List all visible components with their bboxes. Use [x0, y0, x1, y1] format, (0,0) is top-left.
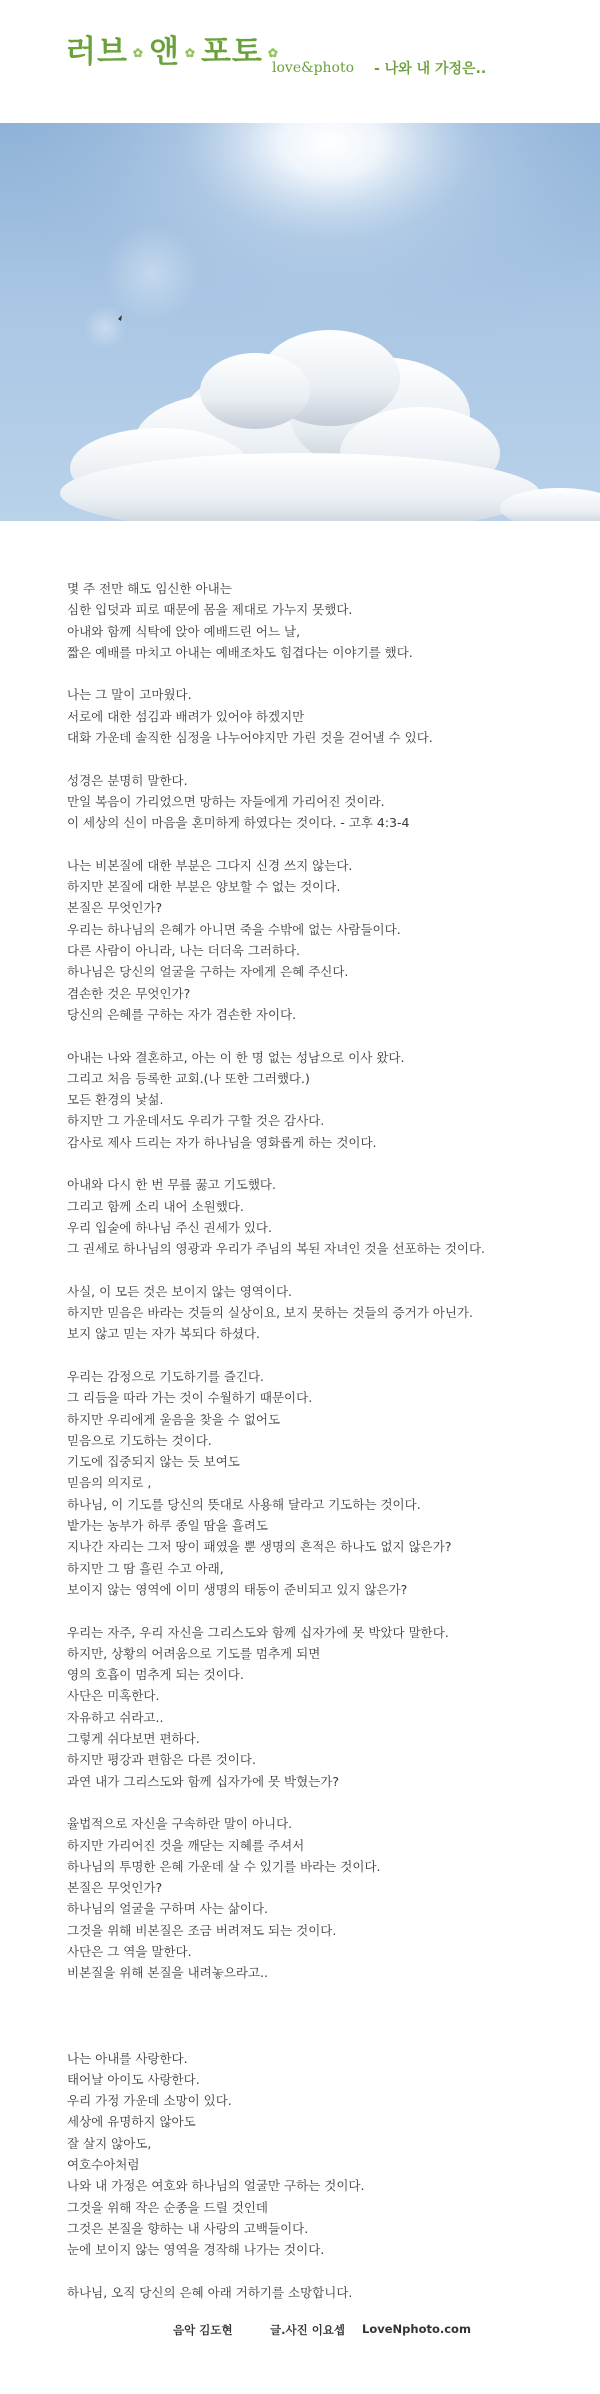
site-header — [0, 0, 600, 123]
poem-line: 잘 살지 않아도, — [67, 2135, 152, 2151]
poem-line: 하지만 그 가운데서도 우리가 구할 것은 감사다. — [67, 1113, 325, 1129]
poem-line: 본질은 무엇인가? — [67, 900, 163, 916]
poem-line: 하나님, 오직 당신의 은혜 아래 거하기를 소망합니다. — [67, 2284, 353, 2300]
poem-body — [67, 578, 567, 2324]
poem-line: 대화 가운데 솔직한 심정을 나누어야지만 가린 것을 걷어낼 수 있다. — [67, 730, 433, 746]
poem-stanza — [67, 578, 567, 663]
poem-line: 하지만 우리에게 울음을 찾을 수 없어도 — [67, 1411, 281, 1427]
poem-line: 하지만 믿음은 바라는 것들의 실상이요, 보지 못하는 것들의 증거가 아닌가. — [67, 1305, 473, 1321]
poem-stanza — [67, 1622, 567, 1792]
poem-stanza — [67, 684, 567, 748]
poem-line: 우리는 감정으로 기도하기를 즐긴다. — [67, 1368, 265, 1384]
poem-line: 하나님은 당신의 얼굴을 구하는 자에게 은혜 주신다. — [67, 964, 349, 980]
poem-line: 서로에 대한 섬김과 배려가 있어야 하겠지만 — [67, 708, 305, 724]
flower-icon: ✿ — [184, 45, 196, 60]
poem-line: 만일 복음이 가리었으면 망하는 자들에게 가리어진 것이라. — [67, 793, 385, 809]
logo-text-and: 앤 — [148, 34, 180, 70]
logo-text-photo: 포토 — [200, 34, 263, 70]
flower-icon: ✿ — [267, 45, 279, 60]
poem-line: 아내와 함께 식탁에 앉아 예배드린 어느 날, — [67, 623, 301, 639]
poem-line: 하지만 평강과 편함은 다른 것이다. — [67, 1752, 256, 1768]
poem-line: 그렇게 쉬다보면 편하다. — [67, 1731, 200, 1747]
lens-flare — [104, 225, 200, 321]
poem-line: 하지만, 상황의 어려움으로 기도를 멈추게 되면 — [67, 1645, 321, 1661]
site-link[interactable]: LoveNphoto.com — [362, 2322, 471, 2336]
poem-line: 나는 아내를 사랑한다. — [67, 2050, 188, 2066]
poem-line: 그것을 위해 작은 순종을 드릴 것인데 — [67, 2199, 268, 2215]
poem-line: 비본질을 위해 본질을 내려놓으라고.. — [67, 1965, 268, 1981]
poem-line: 우리 입술에 하나님 주신 권세가 있다. — [67, 1219, 272, 1235]
poem-line: 영의 호흡이 멈추게 되는 것이다. — [67, 1667, 244, 1683]
author-credit: 글.사진 이요셉 — [270, 2323, 346, 2337]
poem-line: 보지 않고 믿는 자가 복되다 하셨다. — [67, 1326, 260, 1342]
sky-photo — [0, 123, 600, 521]
poem-line: 나는 그 말이 고마웠다. — [67, 687, 192, 703]
poem-stanza — [67, 855, 567, 1025]
poem-line: 지나간 자리는 그저 땅이 패였을 뿐 생명의 흔적은 하나도 없지 않은가? — [67, 1539, 452, 1555]
poem-line: 기도에 집중되지 않는 듯 보여도 — [67, 1454, 240, 1470]
logo-text-love: 러브 — [66, 34, 128, 70]
poem-line: 하지만 그 땀 흘린 수고 아래, — [67, 1560, 224, 1576]
poem-line: 겸손한 것은 무엇인가? — [67, 985, 191, 1001]
poem-line: 아내는 나와 결혼하고, 아는 이 한 명 없는 성남으로 이사 왔다. — [67, 1049, 405, 1065]
poem-line: 여호수아처럼 — [67, 2157, 140, 2173]
poem-line: 감사로 제사 드리는 자가 하나님을 영화롭게 하는 것이다. — [67, 1134, 377, 1150]
poem-line: 태어날 아이도 사랑한다. — [67, 2071, 200, 2087]
poem-line: 하지만 본질에 대한 부분은 양보할 수 없는 것이다. — [67, 879, 341, 895]
site-logo[interactable] — [66, 26, 284, 71]
poem-line: 하나님의 얼굴을 구하며 사는 삶이다. — [67, 1901, 268, 1917]
poem-line: 이 세상의 신이 마음을 혼미하게 하였다는 것이다. - 고후 4:3-4 — [67, 815, 410, 831]
poem-line: 본질은 무엇인가? — [67, 1880, 163, 1896]
poem-stanza — [67, 1281, 567, 1345]
poem-line: 우리 가정 가운데 소망이 있다. — [67, 2093, 232, 2109]
poem-line: 과연 내가 그리스도와 함께 십자가에 못 박혔는가? — [67, 1773, 339, 1789]
poem-line: 몇 주 전만 해도 임신한 아내는 — [67, 581, 232, 596]
flower-icon: ✿ — [132, 45, 144, 60]
poem-line: 그 리듬을 따라 가는 것이 수월하기 때문이다. — [67, 1390, 313, 1406]
poem-line: 세상에 유명하지 않아도 — [67, 2114, 196, 2130]
poem-line: 당신의 은혜를 구하는 자가 겸손한 자이다. — [67, 1006, 297, 1022]
poem-line: 그것을 위해 비본질은 조금 버려져도 되는 것이다. — [67, 1922, 337, 1938]
poem-line: 사단은 그 역을 말한다. — [67, 1944, 192, 1959]
poem-stanza — [67, 2282, 567, 2303]
sky-cloud-illustration — [0, 123, 600, 521]
poem-line: 그리고 처음 등록한 교회.(나 또한 그러했다.) — [67, 1070, 310, 1086]
poem-line: 모든 환경의 낯섦. — [67, 1092, 164, 1108]
poem-stanza — [67, 2048, 567, 2261]
poem-line: 다른 사람이 아니라, 나는 더더욱 그러하다. — [67, 943, 301, 959]
poem-line: 그것은 본질을 향하는 내 사랑의 고백들이다. — [67, 2220, 309, 2236]
poem-line: 성경은 분명히 말한다. — [67, 772, 188, 788]
poem-stanza — [67, 1813, 567, 1983]
poem-line: 하지만 가리어진 것을 깨닫는 지혜를 주셔서 — [67, 1837, 305, 1853]
poem-line: 밭가는 농부가 하루 종일 땀을 흘려도 — [67, 1518, 268, 1534]
poem-line: 나와 내 가정은 여호와 하나님의 얼굴만 구하는 것이다. — [67, 2178, 365, 2194]
poem-line: 믿음의 의지로 , — [67, 1475, 152, 1491]
poem-line: 사단은 미혹한다. — [67, 1688, 160, 1704]
poem-line: 율법적으로 자신을 구속하란 말이 아니다. — [67, 1816, 293, 1832]
page-title: - 나와 내 가정은.. — [374, 61, 487, 77]
poem-stanza — [67, 1047, 567, 1153]
poem-stanza — [67, 770, 567, 834]
poem-line: 하나님의 투명한 은혜 가운데 살 수 있기를 바라는 것이다. — [67, 1858, 381, 1874]
poem-line: 우리는 자주, 우리 자신을 그리스도와 함께 십자가에 못 박았다 말한다. — [67, 1624, 449, 1640]
poem-line: 그리고 함께 소리 내어 소원했다. — [67, 1198, 244, 1214]
footer-credits — [0, 2322, 600, 2346]
logo-subtitle: love&photo — [272, 60, 355, 76]
poem-stanza — [67, 1174, 567, 1259]
poem-stanza — [67, 1366, 567, 1600]
poem-line: 심한 입덧과 피로 때문에 몸을 제대로 가누지 못했다. — [67, 602, 353, 618]
poem-line: 아내와 다시 한 번 무릎 꿇고 기도했다. — [67, 1177, 276, 1193]
poem-line: 우리는 하나님의 은혜가 아니면 죽을 수밖에 없는 사람들이다. — [67, 921, 401, 937]
poem-line: 믿음으로 기도하는 것이다. — [67, 1432, 212, 1448]
poem-line: 그 권세로 하나님의 영광과 우리가 주님의 복된 자녀인 것을 선포하는 것이다. — [67, 1241, 486, 1257]
poem-line: 자유하고 쉬라고.. — [67, 1709, 164, 1725]
poem-line: 보이지 않는 영역에 이미 생명의 태동이 준비되고 있지 않은가? — [67, 1581, 408, 1597]
poem-line: 하나님, 이 기도를 당신의 뜻대로 사용해 달라고 기도하는 것이다. — [67, 1496, 421, 1512]
lens-flare — [83, 306, 127, 350]
poem-line: 눈에 보이지 않는 영역을 경작해 나가는 것이다. — [67, 2242, 325, 2258]
poem-line: 사실, 이 모든 것은 보이지 않는 영역이다. — [67, 1283, 292, 1299]
music-credit: 음악 김도현 — [173, 2323, 233, 2337]
poem-line: 나는 비본질에 대한 부분은 그다지 신경 쓰지 않는다. — [67, 857, 353, 873]
poem-line: 짧은 예배를 마치고 아내는 예배조차도 힘겹다는 이야기를 했다. — [67, 644, 413, 660]
